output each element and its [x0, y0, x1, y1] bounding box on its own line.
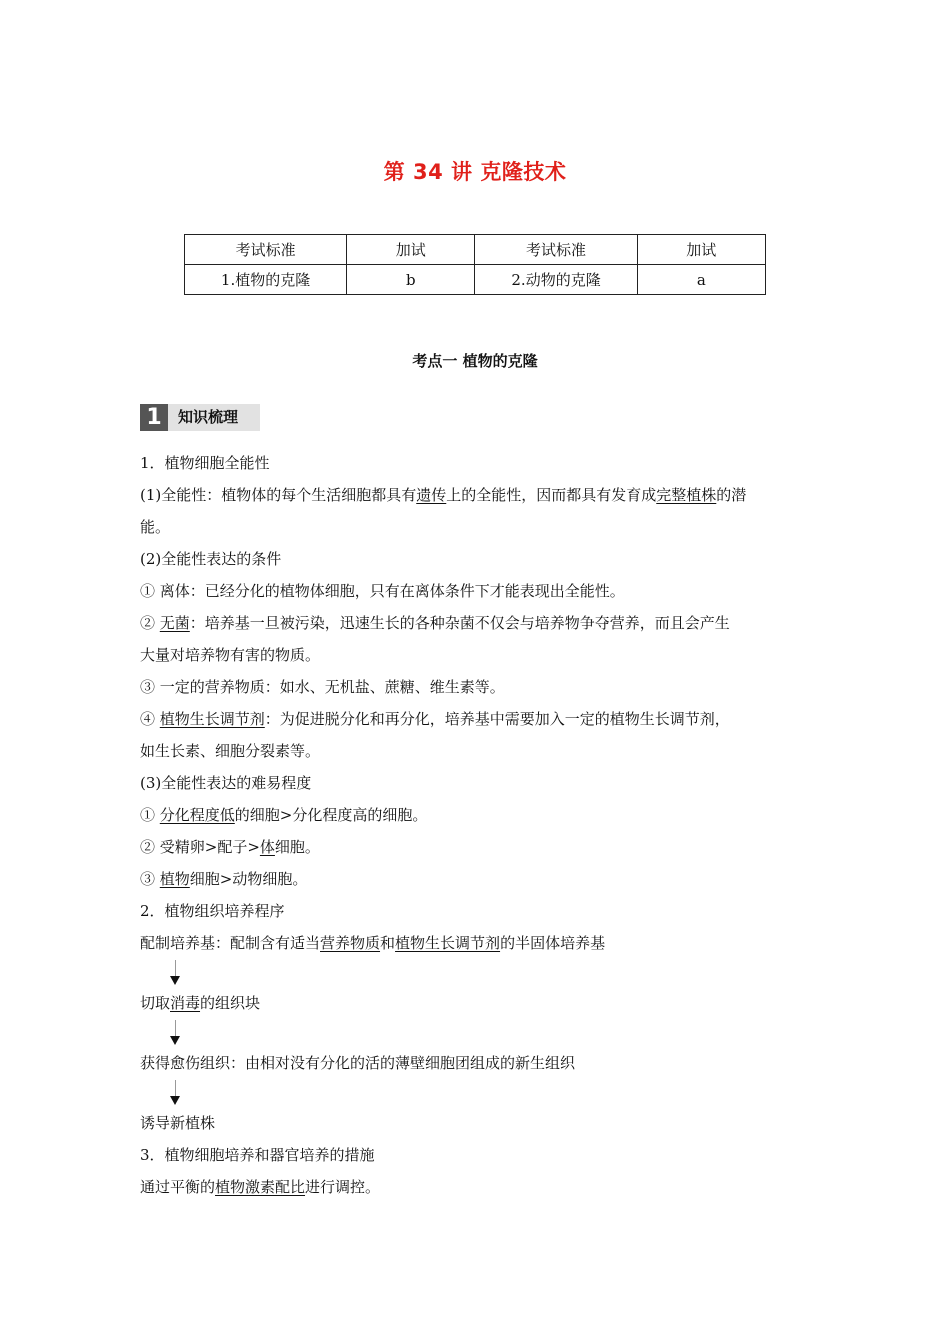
text-line: 1．植物细胞全能性 [140, 454, 270, 472]
text-line: 2．植物组织培养程序 [140, 902, 285, 920]
underlined-term: 遗传 [416, 486, 447, 504]
table-row [185, 265, 766, 295]
table-cell: b [347, 265, 475, 295]
underlined-term: 营养物质 [320, 934, 381, 952]
flow-arrow-icon [168, 960, 184, 986]
text-line: ① 分化程度低的细胞>分化程度高的细胞。 [140, 806, 428, 824]
text-line: ③ 植物细胞>动物细胞。 [140, 870, 308, 888]
text-line: (3)全能性表达的难易程度 [140, 774, 312, 792]
table-header-cell: 加试 [637, 235, 765, 265]
table-header-row [185, 235, 766, 265]
banner-label: 知识梳理 [178, 408, 239, 426]
table-header-cell: 考试标准 [185, 235, 347, 265]
text-line: 3．植物细胞培养和器官培养的措施 [140, 1146, 375, 1164]
underlined-term: 无菌 [159, 614, 190, 632]
flow-step: 配制培养基：配制含有适当营养物质和植物生长调节剂的半固体培养基 [140, 934, 606, 952]
table-header-cell: 考试标准 [475, 235, 637, 265]
text-line: ③ 一定的营养物质：如水、无机盐、蔗糖、维生素等。 [140, 678, 505, 696]
text-line: ④ 植物生长调节剂：为促进脱分化和再分化，培养基中需要加入一定的植物生长调节剂， [140, 710, 730, 728]
text-line: (2)全能性表达的条件 [140, 550, 282, 568]
section-title: 考点一 植物的克隆 [412, 352, 538, 370]
flow-arrow-icon [168, 1080, 184, 1106]
underlined-term: 体 [259, 838, 275, 856]
text-line: ② 无菌：培养基一旦被污染，迅速生长的各种杂菌不仅会与培养物争夺营养，而且会产生 [140, 614, 730, 632]
underlined-term: 植物 [159, 870, 190, 888]
page-title: 第 34 讲 克隆技术 [383, 160, 567, 184]
underlined-term: 植物生长调节剂 [395, 934, 501, 952]
underlined-term: 植物生长调节剂 [159, 710, 265, 728]
text-line: ① 离体：已经分化的植物体细胞，只有在离体条件下才能表现出全能性。 [140, 582, 625, 600]
text-line: 大量对培养物有害的物质。 [140, 646, 321, 664]
table-cell: 1.植物的克隆 [185, 265, 347, 295]
underlined-term: 消毒 [170, 994, 201, 1012]
underlined-term: 完整植株 [656, 486, 717, 504]
table-cell: 2.动物的克隆 [475, 265, 637, 295]
underlined-term: 分化程度低 [159, 806, 235, 824]
table-cell: a [637, 265, 765, 295]
standards-table [184, 234, 766, 295]
banner-number: 1 [140, 404, 168, 431]
flow-step: 获得愈伤组织：由相对没有分化的活的薄壁细胞团组成的新生组织 [140, 1054, 576, 1072]
knowledge-banner [140, 404, 260, 431]
text-line: (1)全能性：植物体的每个生活细胞都具有遗传上的全能性，因而都具有发育成完整植株的潜 [140, 486, 747, 504]
text-line: 通过平衡的植物激素配比进行调控。 [140, 1178, 381, 1196]
table-header-cell: 加试 [347, 235, 475, 265]
flow-step: 诱导新植株 [140, 1114, 216, 1132]
flow-step: 切取消毒的组织块 [140, 994, 261, 1012]
flow-arrow-icon [168, 1020, 184, 1046]
text-line: 如生长素、细胞分裂素等。 [140, 742, 321, 760]
text-line: 能。 [140, 518, 171, 536]
text-line: ② 受精卵>配子>体细胞。 [140, 838, 320, 856]
underlined-term: 植物激素配比 [215, 1178, 306, 1196]
